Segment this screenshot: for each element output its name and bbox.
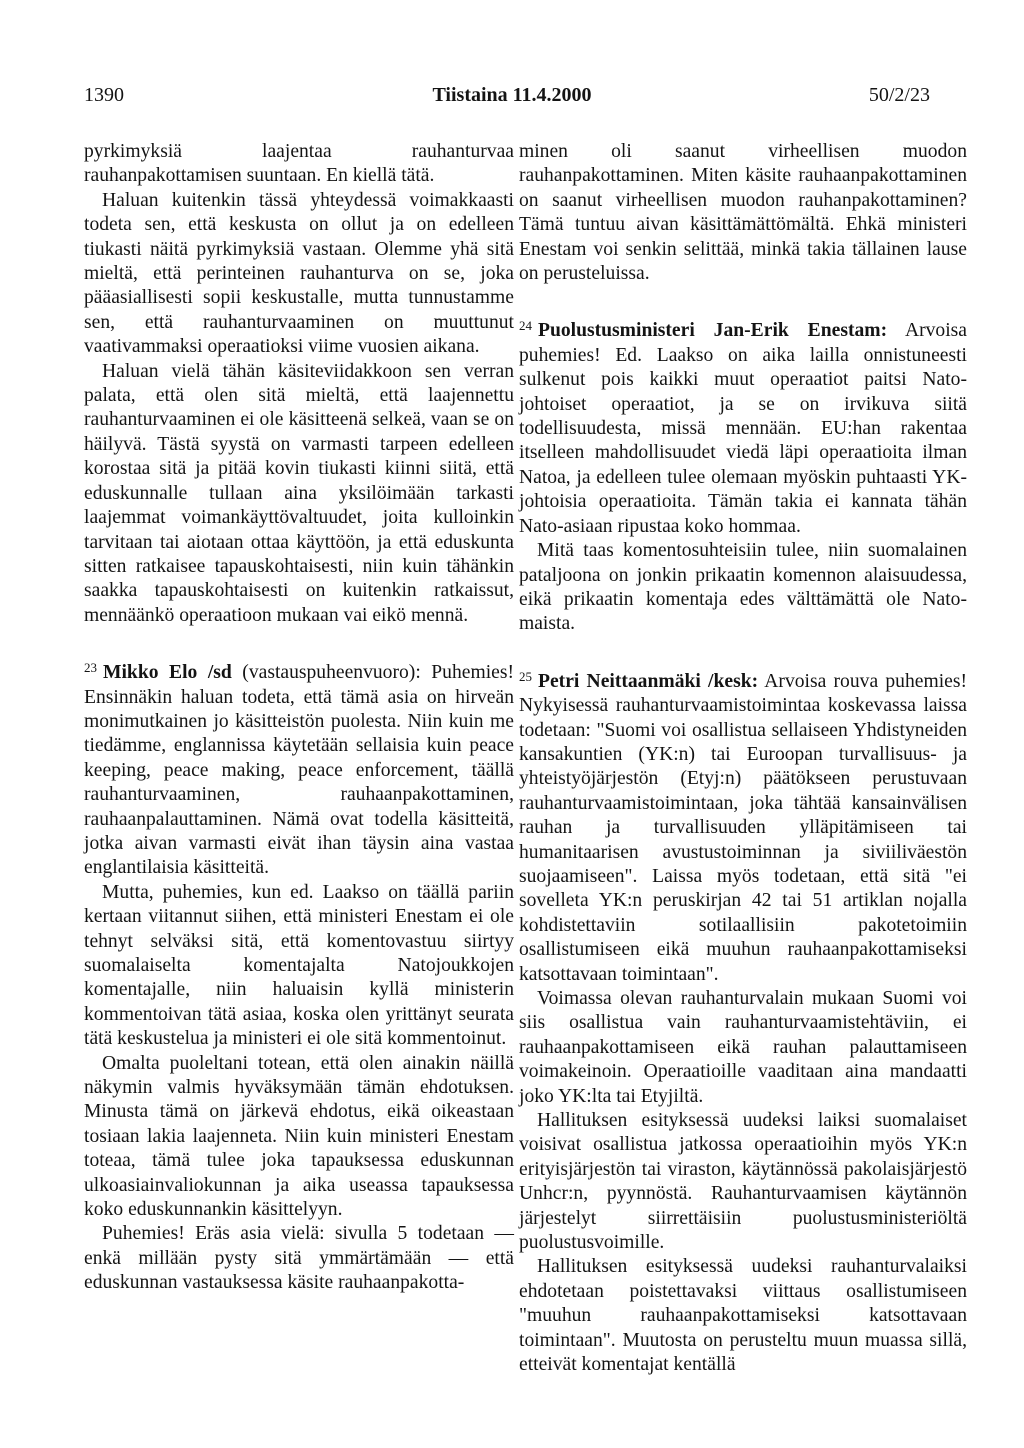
paragraph: minen oli saanut virheellisen muodon rauhanpakottaminen. Miten käsite rauhaanpakottaminen on saanut virheellisen muodon rauhanpakottaminen? Tämä tuntuu aivan käsittämättömältä. Ehkä ministeri Enestam voi senkin selittää, minkä takia tällainen lause on perusteluissa. xyxy=(519,141,967,285)
paragraph: Mutta, puhemies, kun ed. Laakso on täällä pariin kertaan viitannut siihen, että ministeri Enestam ei ole tehnyt selväksi sitä, että komentovastuu siirtyy suomalaiselta komentajalta Natojoukkojen komentajalle, niin haluaisin kyllä ministerin kommentoivan tätä asiaa, koska olen yrittänyt seurata tätä keskustelua ja ministeri ei ole sitä kommentoinut. xyxy=(84,881,514,1050)
speech-25 xyxy=(519,665,967,987)
document-reference: 50/2/23 xyxy=(868,84,930,106)
paragraph: Puhemies! Eräs asia vielä: sivulla 5 todetaan — enkä millään pysty sitä ymmärtämään — että eduskunnan vastauksessa käsite rauhaanpakotta- xyxy=(84,1223,514,1294)
speech-text: Arvoisa puhemies! Ed. Laakso on aika lailla onnistuneesti sulkenut pois kaikki muut operaatiot paitsi Nato-johtoiset operaatiot, ja se on irvikuva siitä todellisuudesta, missä mennään. EU:han rakentaa itselleen mahdollisuudet viedä läpi operaatioita ilman Natoa, ja edelleen tulee olemaan myöskin puhtaasti YK-johtoisia operaatioita. Tämän takia ei kannata tähän Nato-asiaan ripustaa koko hommaa. xyxy=(519,320,967,537)
speech-text: (vastauspuheenvuoro): Puhemies! Ensinnäkin haluan todeta, että tämä asia on hirveän monimutkainen jo käsitteistön puolesta. Niin kuin me tiedämme, englannissa käytetään sellaisia kuin peace keeping, peace making, peace enforcement, täällä rauhanturvaaminen, rauhaanpakottaminen, rauhaanpalauttaminen. Nämä ovat todella käsitteitä, jotka aivan varmasti eivät ihan täysin aina vastaa englantilaisia käsitteitä. xyxy=(84,662,514,879)
speech-number: 25 xyxy=(519,668,532,684)
speaker-name: Mikko Elo /sd xyxy=(103,662,232,684)
paragraph: Omalta puoleltani totean, että olen ainakin näillä näkymin valmis hyväksymään tämän ehdotuksen. Minusta tämä on järkevä ehdotus, eikä oikeastaan tosiaan lakia laajenneta. Niin kuin ministeri Enestam toteaa, tämä tulee joka tapauksessa eduskunnan ulkoasiainvaliokunnan ja aika useassa tapauksessa koko eduskunnankin käsittelyyn. xyxy=(84,1052,514,1221)
speech-text: Arvoisa rouva puhemies! Nykyisessä rauhanturvaamistoimintaa koskevassa laissa todetaan: "Suomi voi osallistua sellaiseen Yhdistyneiden kansakuntien (YK:n) tai Euroopan turvallisuus- ja yhteistyöjärjestön (Etyj:n) päätökseen perustuvaan rauhanturvaamistoimintaan, joka tähtää kansainvälisen rauhan ja turvallisuuden ylläpitämiseen tai humanitaarisen avustustoiminnan ja siviiliväestön suojaamiseen". Laissa myös todetaan, että sitä "ei sovelleta YK:n peruskirjan 42 tai 51 artiklan nojalla kohdistettaviin sotilaallisiin pakotetoimiin osallistumiseen eikä muuhun rauhaanpakottamiseksi katsottavaan toimintaan". xyxy=(519,670,967,985)
speech-number: 24 xyxy=(519,318,532,334)
paragraph: Haluan kuitenkin tässä yhteydessä voimakkaasti todeta sen, että keskusta on ollut ja on edelleen tiukasti näitä pyrkimyksiä vastaan. Olemme yhä sitä mieltä, että perinteinen rauhanturva on se, joka pääasiallisesti sopii keskustalle, mutta tunnustamme sen, että rauhanturvaaminen on muuttunut vaativammaksi operaatioksi viime vuosien aikana. xyxy=(84,189,514,358)
page-number: 1390 xyxy=(84,84,124,106)
right-column xyxy=(519,140,967,1378)
speaker-name: Petri Neittaanmäki /kesk: xyxy=(538,670,759,692)
paragraph: pyrkimyksiä laajentaa rauhanturvaa rauhanpakottamisen suuntaan. En kiellä tätä. xyxy=(84,141,514,187)
paragraph: Hallituksen esityksessä uudeksi laiksi suomalaiset voisivat osallistua jatkossa operaatioihin myös YK:n erityisjärjestön tai viraston, käytännössä pakolaisjärjestö Unhcr:n, pyynnöstä. Rauhanturvaamisen käytännön järjestelyt siirrettäisiin puolustusministeriöltä puolustusvoimille. xyxy=(519,1110,967,1254)
left-column xyxy=(84,140,514,1296)
paragraph: Voimassa olevan rauhanturvalain mukaan Suomi voi siis osallistua vain rauhanturvaamistehtäviin, ei rauhaanpakottamiseen eikä rauhan palauttamiseen voimakeinoin. Operaatioille vaaditaan aina mandaatti joko YK:lta tai Etyjiltä. xyxy=(519,988,967,1107)
speaker-name: Puolustusministeri Jan-Erik Enestam: xyxy=(538,320,888,342)
page-header xyxy=(0,84,1024,114)
speech-23 xyxy=(84,656,514,881)
paragraph: Hallituksen esityksessä uudeksi rauhanturvalaiksi ehdotetaan poistettavaksi viittaus osallistumiseen "muuhun rauhaanpakottamiseksi katsottavaan toimintaan". Muutosta on perusteltu muun muassa sillä, etteivät komentajat kentällä xyxy=(519,1256,967,1376)
session-date: Tiistaina 11.4.2000 xyxy=(432,84,592,106)
paragraph: Mitä taas komentosuhteisiin tulee, niin suomalainen pataljoona on jonkin prikaatin komennon alaisuudessa, eikä prikaatin komentaja edes välttämättä ole Nato-maista. xyxy=(519,540,967,635)
speech-number: 23 xyxy=(84,660,97,676)
paragraph: Haluan vielä tähän käsiteviidakkoon sen verran palata, että olen sitä mieltä, että laajennettu rauhanturvaaminen ei ole käsitteenä selkeä, vaan se on häilyvä. Tästä syystä on varmasti tarpeen edelleen korostaa sitä ja pitää kovin tiukasti kiinni siitä, että eduskunnalle tullaan aina yksilöimään tarkasti laajemmat voimankäyttövaltuudet, joita kulloinkin tarvitaan tai aiotaan ottaa käyttöön, ja että eduskunta sitten ratkaisee tapauskohtaisesti, niin kuin tähänkin saakka tapauskohtaisesti on kuitenkin ratkaissut, mennäänkö operaatioon mukaan vai eikö mennä. xyxy=(84,360,514,626)
speech-24 xyxy=(519,314,967,539)
